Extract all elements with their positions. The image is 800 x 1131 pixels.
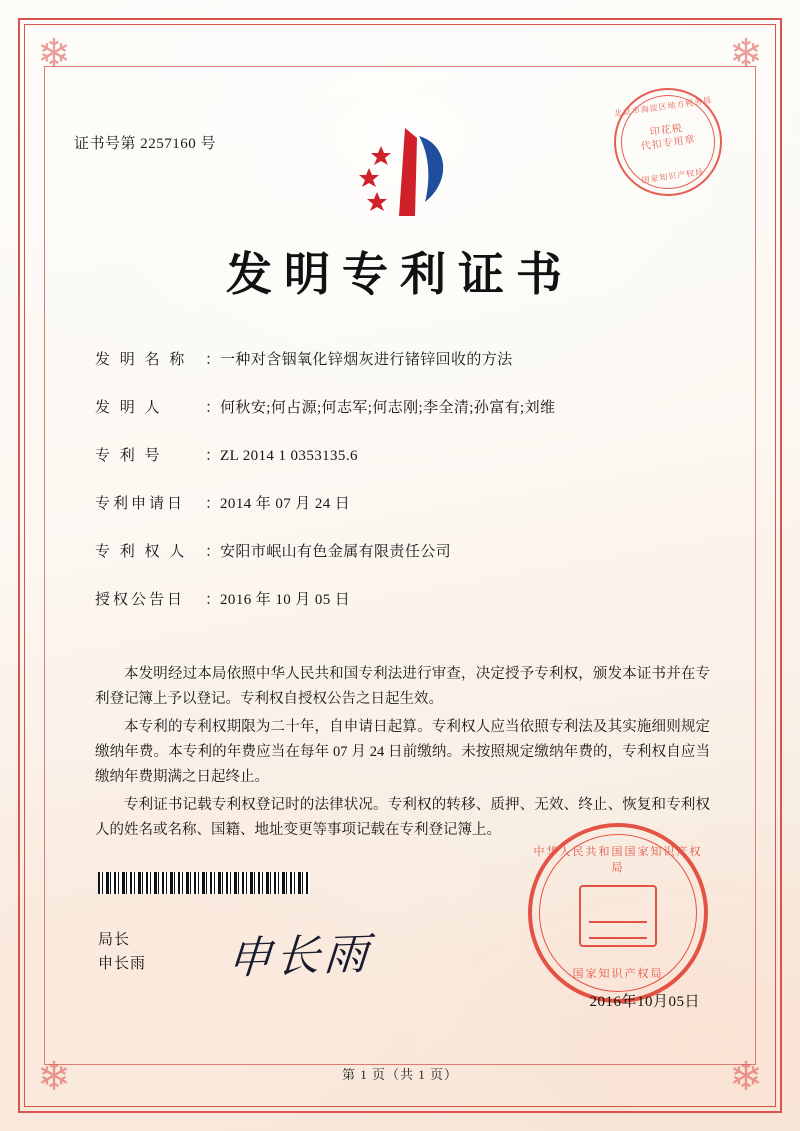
field-separator: ： — [205, 400, 221, 416]
field-label: 专 利 号 — [95, 448, 163, 464]
director-block — [98, 928, 146, 976]
sipo-logo-icon — [335, 120, 465, 230]
page-title: 发明专利证书 — [226, 247, 574, 301]
paragraph: 专利证书记载专利权登记时的法律状况。专利权的转移、质押、无效、终止、恢复和专利权人的姓名或名称、国籍、地址变更等事项记载在专利登记簿上。 — [95, 797, 710, 838]
field-label: 发 明 名 称 — [95, 352, 188, 368]
certificate-number: 证书号第 2257160 号 — [74, 136, 217, 152]
tax-stamp-arc-top: 北京市海淀区地方税务局 — [613, 95, 713, 119]
national-emblem-icon — [579, 885, 657, 947]
page-footer: 第 1 页（共 1 页） — [341, 1067, 458, 1082]
official-seal-text-top: 中华人民共和国国家知识产权局 — [533, 846, 703, 874]
field-separator: ： — [205, 448, 221, 464]
fields-list — [95, 348, 720, 636]
tax-stamp-center-text: 印花税 代扣专用章 — [640, 122, 697, 153]
field-value: 2014 年 07 月 24 日 — [220, 496, 351, 512]
field-row — [95, 492, 720, 513]
field-label: 发 明 人 — [95, 400, 163, 416]
barcode — [98, 872, 310, 894]
paragraph: 本发明经过本局依照中华人民共和国专利法进行审查，决定授予专利权，颁发本证书并在专利登记簿上予以登记。专利权自授权公告之日起生效。 — [95, 666, 710, 707]
field-row — [95, 444, 720, 465]
director-role-label: 局长 — [98, 932, 131, 948]
field-value: 何秋安;何占源;何志军;何志刚;李全清;孙富有;刘维 — [220, 400, 556, 416]
handwritten-signature: 申长雨 — [225, 928, 374, 985]
field-value: 安阳市岷山有色金属有限责任公司 — [220, 544, 452, 560]
field-label: 专利申请日 — [95, 496, 186, 512]
field-separator: ： — [205, 544, 221, 560]
field-row — [95, 588, 720, 609]
field-value: 2016 年 10 月 05 日 — [220, 592, 351, 608]
field-row — [95, 348, 720, 369]
paragraph: 本专利的专利权期限为二十年，自申请日起算。专利权人应当依照专利法及其实施细则规定缴纳年费。本专利的年费应当在每年 07 月 24 日前缴纳。未按照规定缴纳年费的，专利权自应当缴纳年费期满之日起终止。 — [95, 719, 710, 785]
field-separator: ： — [205, 592, 221, 608]
tax-stamp-arc-bottom: 国家知识产权局 — [640, 167, 705, 186]
legal-paragraphs — [95, 662, 710, 846]
corner-ornament-top-right: ❄ — [729, 31, 763, 76]
corner-ornament-bottom-left: ❄ — [37, 1054, 71, 1099]
corner-ornament-bottom-right: ❄ — [729, 1054, 763, 1099]
official-seal — [528, 823, 708, 1003]
field-separator: ： — [205, 496, 221, 512]
issue-date: 2016年10月05日 — [589, 994, 700, 1010]
director-name: 申长雨 — [98, 956, 147, 972]
field-value: ZL 2014 1 0353135.6 — [220, 448, 358, 464]
field-row — [95, 396, 720, 417]
corner-ornament-top-left: ❄ — [37, 31, 71, 76]
field-label: 授权公告日 — [95, 592, 186, 608]
field-row — [95, 540, 720, 561]
official-seal-text-bottom: 国家知识产权局 — [572, 968, 664, 980]
field-separator: ： — [205, 352, 221, 368]
field-value: 一种对含铟氧化锌烟灰进行锗锌回收的方法 — [220, 352, 513, 368]
field-label: 专 利 权 人 — [95, 544, 188, 560]
